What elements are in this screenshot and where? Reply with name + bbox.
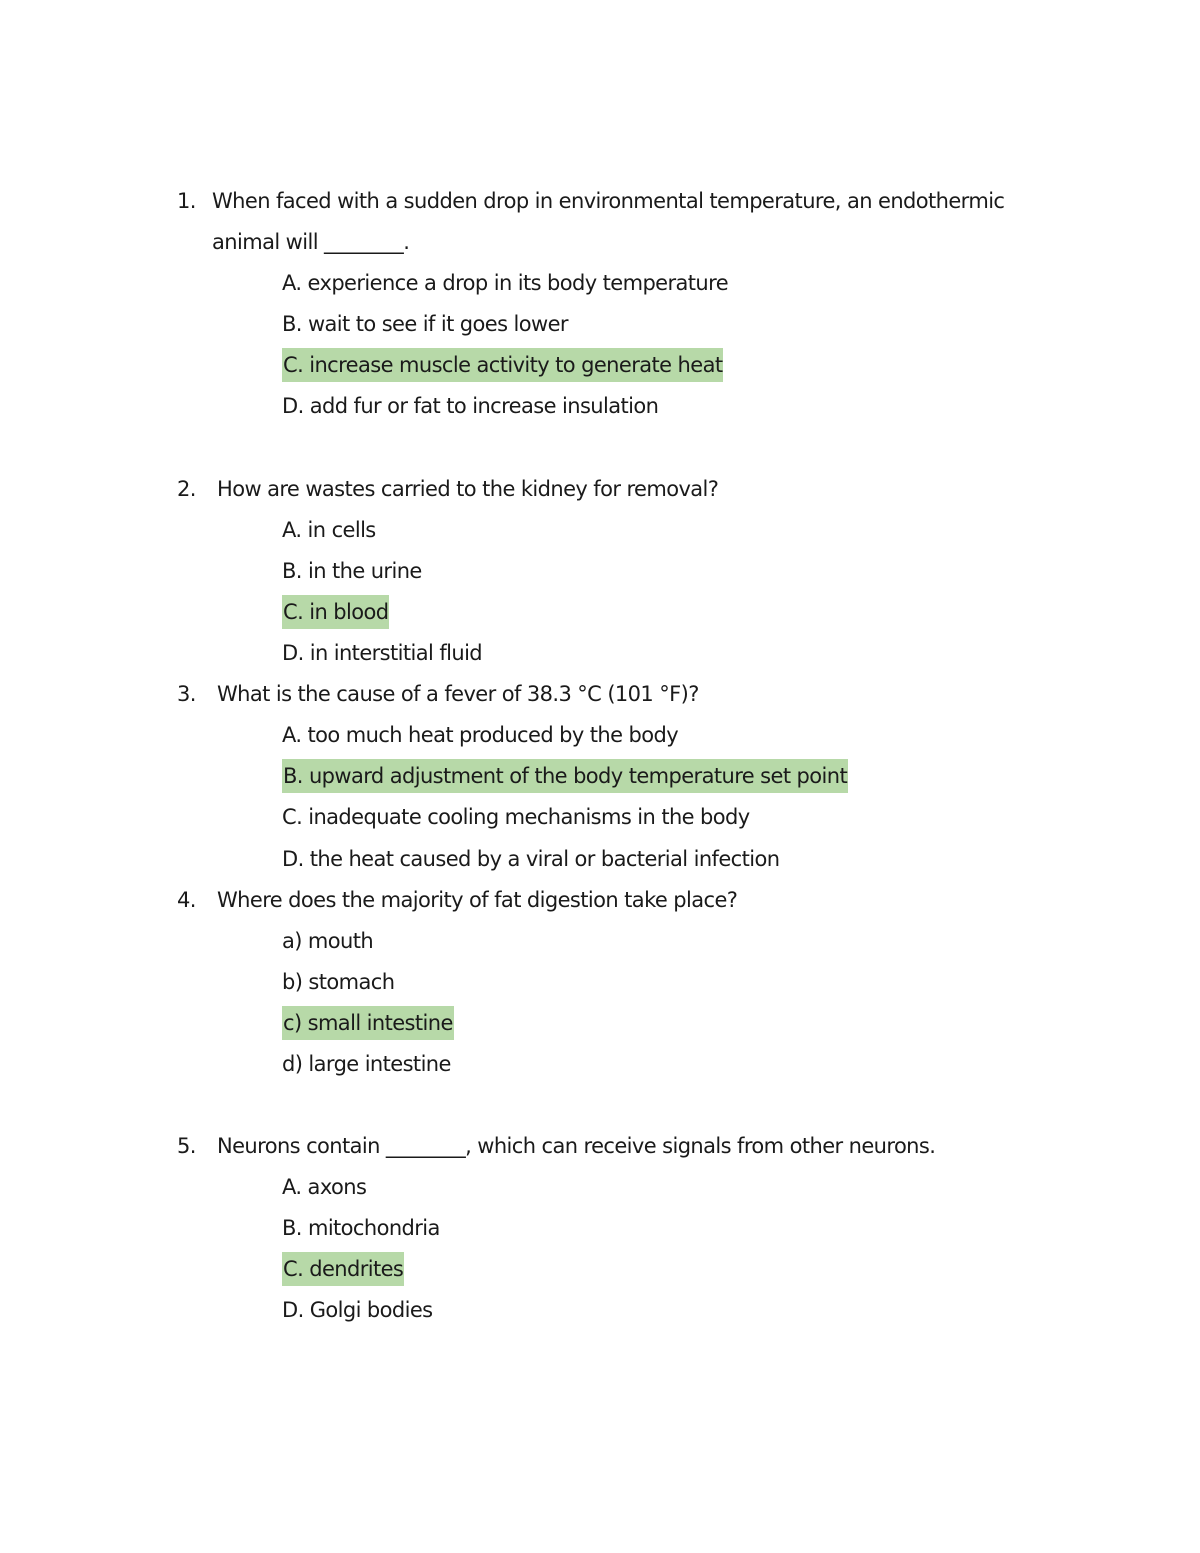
question-number: 4.: [177, 888, 196, 912]
answer-option: A. axons: [282, 1175, 367, 1199]
answer-option: b) stomach: [282, 970, 395, 994]
answer-option: D. the heat caused by a viral or bacterial infection: [282, 847, 780, 871]
question-number: 2.: [177, 477, 196, 501]
answer-option: C. inadequate cooling mechanisms in the body: [282, 805, 750, 829]
answer-option: B. in the urine: [282, 559, 422, 583]
answer-option-highlighted: C. increase muscle activity to generate heat: [282, 348, 723, 382]
question-text: Where does the majority of fat digestion take place?: [217, 888, 738, 912]
question-number: 1.: [177, 189, 196, 213]
answer-option: B. wait to see if it goes lower: [282, 312, 568, 336]
question-number: 3.: [177, 682, 196, 706]
answer-option-highlighted: B. upward adjustment of the body temperature set point: [282, 759, 848, 793]
answer-option: A. in cells: [282, 518, 376, 542]
question-number: 5.: [177, 1134, 196, 1158]
answer-option-highlighted: C. dendrites: [282, 1252, 404, 1286]
answer-option: B. mitochondria: [282, 1216, 440, 1240]
answer-option-highlighted: C. in blood: [282, 595, 389, 629]
answer-option: D. Golgi bodies: [282, 1298, 433, 1322]
answer-option: A. too much heat produced by the body: [282, 723, 679, 747]
question-text-continued: animal will ________.: [212, 230, 410, 254]
question-text: When faced with a sudden drop in environmental temperature, an endothermic: [212, 189, 1005, 213]
question-text: Neurons contain ________, which can receive signals from other neurons.: [217, 1134, 936, 1158]
answer-option-highlighted: c) small intestine: [282, 1006, 454, 1040]
answer-option: A. experience a drop in its body temperature: [282, 271, 729, 295]
question-text: What is the cause of a fever of 38.3 °C (101 °F)?: [217, 682, 699, 706]
answer-option: D. in interstitial fluid: [282, 641, 483, 665]
question-text: How are wastes carried to the kidney for removal?: [217, 477, 719, 501]
answer-option: D. add fur or fat to increase insulation: [282, 394, 659, 418]
answer-option: a) mouth: [282, 929, 374, 953]
answer-option: d) large intestine: [282, 1052, 451, 1076]
